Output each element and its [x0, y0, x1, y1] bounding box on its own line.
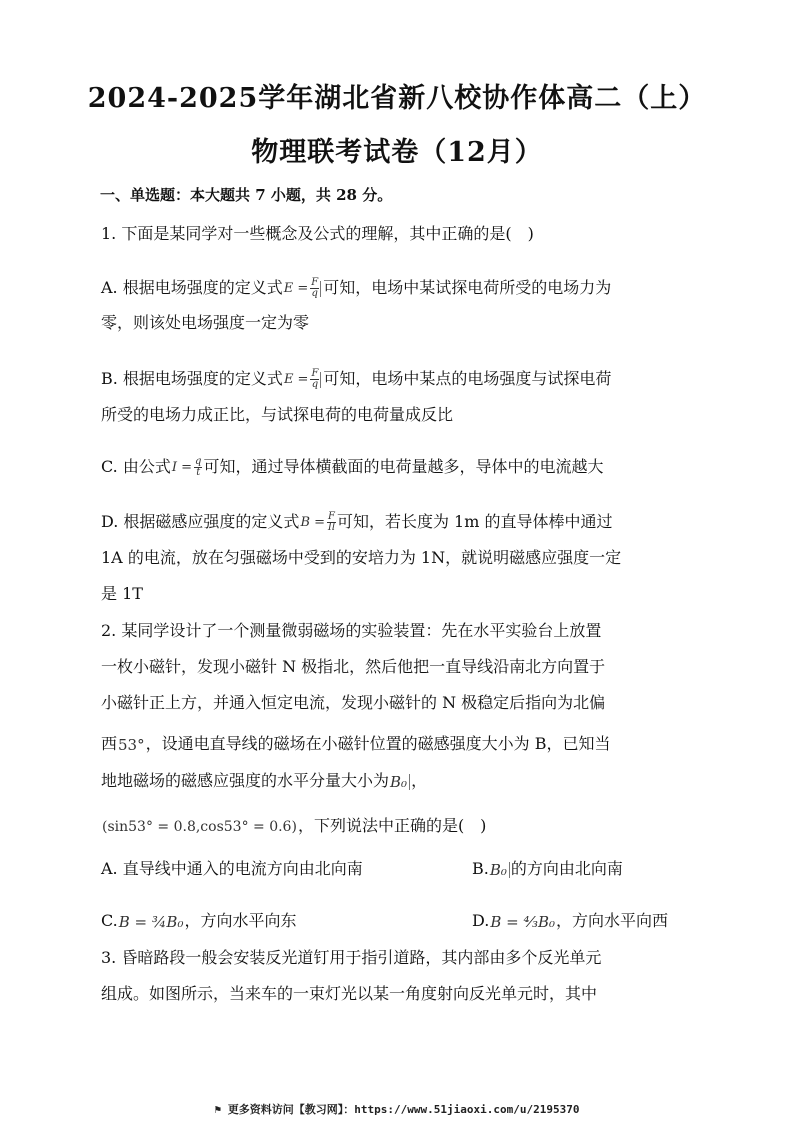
formula-e: E = $\frac{F}{q}$: [284, 278, 322, 299]
formula-c: B = ¾B₀: [118, 912, 184, 931]
q2-line4-post: ，设通电直导线的磁场在小磁针位置的磁感强度大小为 B，已知当: [145, 734, 611, 753]
q2-line5-pre: 地地磁场的磁感应强度的水平分量大小为: [101, 771, 390, 790]
angle-53: 53°: [118, 735, 145, 754]
symbol-b0: B₀: [390, 772, 408, 791]
q1-d-pre: D. 根据磁感应强度的定义式: [101, 512, 300, 531]
q2-line6-post: ，下列说法中正确的是( ): [297, 816, 487, 835]
q1-option-d: [101, 509, 613, 533]
q1-a-post: 可知，电场中某试探电荷所受的电场力为: [323, 278, 612, 297]
q1-option-b-line2: 所受的电场力成正比，与试探电荷的电荷量成反比: [101, 405, 454, 424]
title-line-2: 物理联考试卷（12月）: [251, 137, 543, 168]
q2-line-1: 2. 某同学设计了一个测量微弱磁场的实验装置：先在水平实验台上放置: [101, 621, 602, 640]
q1-option-d-line2: 1A 的电流，放在匀强磁场中受到的安培力为 1N，就说明磁感应强度一定: [101, 548, 622, 567]
q2-option-b: B.B₀ 的方向由北向南: [472, 859, 623, 879]
q2-option-a: A. 直导线中通入的电流方向由北向南: [101, 859, 363, 878]
q1-option-a: [101, 275, 611, 299]
q2-line-5: [101, 768, 427, 791]
q2-line-3: 小磁针正上方，并通入恒定电流，发现小磁针的 N 极稳定后指向为北偏: [101, 693, 606, 712]
q1-c-pre: C. 由公式: [101, 457, 171, 476]
q2-line5-post: ，: [411, 771, 428, 790]
flag-icon: ⚑: [214, 1103, 228, 1116]
footer-link[interactable]: ⚑ 更多资料访问【教习网】：https://www.51jiaoxi.com/u/2195370: [214, 1103, 580, 1116]
q2-line-4: [101, 731, 610, 754]
q1-b-post: 可知，电场中某点的电场强度与试探电荷: [323, 369, 612, 388]
q3-line-2: 组成。如图所示，当来车的一束灯光以某一角度射向反光单元时，其中: [101, 984, 598, 1003]
q1-option-a-line2: 零，则该处电场强度一定为零: [101, 313, 310, 332]
q2-line-2: 一枚小磁针，发现小磁针 N 极指北，然后他把一直导线沿南北方向置于: [101, 657, 606, 676]
section-heading: 一、单选题：本大题共 7 小题，共 28 分。: [100, 186, 393, 204]
formula-d: B = ⁴⁄₃B₀: [490, 912, 556, 931]
q1-stem: 1. 下面是某同学对一些概念及公式的理解，其中正确的是( ): [101, 224, 534, 243]
q1-option-b: [101, 366, 611, 390]
q1-b-pre: B. 根据电场强度的定义式: [101, 369, 283, 388]
symbol-b0-b: B₀: [489, 860, 507, 879]
q2-option-d: D.B = ⁴⁄₃B₀，方向水平向西: [472, 911, 669, 931]
title-line-1: 2024-2025学年湖北省新八校协作体高二（上）: [87, 83, 707, 114]
q2-option-c: C.B = ¾B₀，方向水平向东: [101, 911, 297, 931]
q1-d-post: 可知，若长度为 1m 的直导体棒中通过: [336, 512, 613, 531]
q1-option-d-line3: 是 1T: [101, 584, 143, 603]
trig-values-formula: (sin53° = 0.8,cos53° = 0.6): [102, 818, 297, 835]
formula-e-b: E = $\frac{F}{q}$: [284, 369, 322, 390]
q1-c-post: 可知，通过导体横截面的电荷量越多，导体中的电流越大: [203, 457, 604, 476]
q1-option-c: [101, 454, 603, 478]
formula-b: B = $\frac{F}{Il}$: [300, 511, 336, 533]
q3-line-1: 3. 昏暗路段一般会安装反光道钉用于指引道路，其内部由多个反光单元: [101, 948, 602, 967]
formula-i: I = $\frac{q}{t}$: [171, 456, 202, 478]
q2-line4-pre: 西: [101, 734, 118, 753]
q2-line-6: [101, 813, 486, 836]
q1-a-pre: A. 根据电场强度的定义式: [101, 278, 283, 297]
